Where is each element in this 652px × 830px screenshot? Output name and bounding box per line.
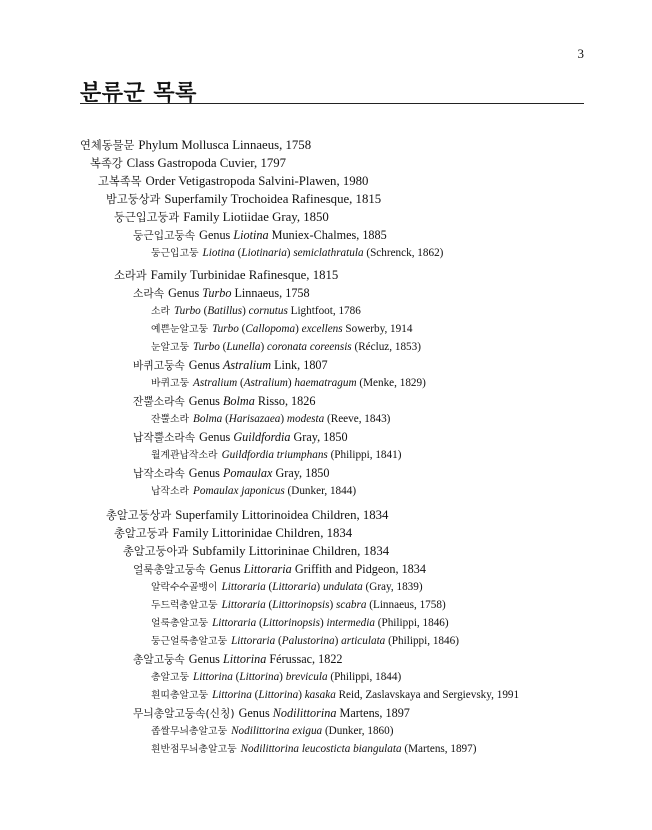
taxon-entry xyxy=(151,633,459,650)
taxon-text: Superfamily Trochoidea Rafinesque, 1815 xyxy=(164,192,382,206)
scientific-name-italic: Littorinopsis xyxy=(262,617,320,629)
taxon-entry xyxy=(133,429,348,446)
taxon-text: Superfamily Littorinoidea Children, 1834 xyxy=(175,508,389,522)
scientific-name-italic: intermedia xyxy=(326,617,375,629)
scientific-name-italic: Pomaulax xyxy=(222,466,273,480)
scientific-name-italic: scabra xyxy=(336,599,367,611)
scientific-name-italic: Lunella xyxy=(226,341,261,353)
taxon-text: (Martens, 1897) xyxy=(401,743,477,755)
taxon-text: (Schrenck, 1862) xyxy=(363,247,444,259)
scientific-name-italic: Littorina xyxy=(258,689,299,701)
korean-name: 납작뿔소라속 xyxy=(133,431,196,444)
taxon-text: Gray, 1850 xyxy=(290,430,348,444)
taxon-text: Family Liotiidae Gray, 1850 xyxy=(183,210,329,224)
taxon-text: (Gray, 1839) xyxy=(362,581,423,593)
taxon-text: ( xyxy=(222,413,229,425)
taxon-entry xyxy=(133,561,426,578)
korean-name: 잔뿔소라 xyxy=(151,414,190,425)
taxon-text: Genus xyxy=(199,430,234,444)
scientific-name-italic: Palustorina xyxy=(281,635,335,647)
scientific-name-italic: Bolma xyxy=(222,394,255,408)
korean-name: 납작소라 xyxy=(151,486,190,497)
scientific-name-italic: excellens xyxy=(301,323,343,335)
taxon-text: ) xyxy=(295,323,302,335)
scientific-name-italic: modesta xyxy=(286,413,325,425)
taxon-entry xyxy=(151,375,426,392)
scientific-name-italic: cornutus xyxy=(248,305,288,317)
scientific-name-italic: Guildfordia triumphans xyxy=(221,449,328,461)
korean-name: 연체동물문 xyxy=(80,139,135,152)
korean-name: 바퀴고둥 xyxy=(151,378,190,389)
scientific-name-italic: Littorinopsis xyxy=(272,599,330,611)
taxon-entry xyxy=(106,191,381,208)
scientific-name-italic: Astralium xyxy=(243,377,288,389)
scientific-name-italic: Littorina xyxy=(212,689,252,701)
taxon-text: Phylum Mollusca Linnaeus, 1758 xyxy=(138,138,312,152)
taxon-text: (Dunker, 1844) xyxy=(284,485,357,497)
taxon-text: ) xyxy=(279,671,286,683)
korean-name: 알락수수골뱅이 xyxy=(151,582,218,593)
taxon-entry xyxy=(123,543,389,560)
taxon-text: ( xyxy=(256,617,263,629)
scientific-name-italic: Batillus xyxy=(207,305,243,317)
taxon-text: Griffith and Pidgeon, 1834 xyxy=(291,562,426,576)
taxon-text: Sowerby, 1914 xyxy=(342,323,413,335)
taxon-entry xyxy=(151,411,390,428)
scientific-name-italic: Callopoma xyxy=(245,323,296,335)
taxon-entry xyxy=(133,393,315,410)
taxon-entry xyxy=(151,597,446,614)
korean-name: 좁쌀무늬총알고둥 xyxy=(151,726,228,737)
taxon-text: ) xyxy=(298,689,305,701)
korean-name: 총알고둥상과 xyxy=(106,509,172,522)
taxon-entry xyxy=(114,209,329,226)
taxon-text: (Dunker, 1860) xyxy=(322,725,394,737)
scientific-name-italic: Liotina xyxy=(202,247,235,259)
taxon-text: (Philippi, 1844) xyxy=(327,671,402,683)
taxon-text: Muniex-Chalmes, 1885 xyxy=(268,228,387,242)
scientific-name-italic: semiclathratula xyxy=(293,247,364,259)
taxon-entry xyxy=(151,741,476,758)
taxon-entry xyxy=(151,615,449,632)
taxon-text: Risso, 1826 xyxy=(254,394,316,408)
scientific-name-italic: Littoraria xyxy=(212,617,257,629)
scientific-name-italic: articulata xyxy=(341,635,386,647)
scientific-name-italic: Littorina xyxy=(193,671,233,683)
taxon-text: (Menke, 1829) xyxy=(356,377,426,389)
taxon-text: Class Gastropoda Cuvier, 1797 xyxy=(126,156,287,170)
scientific-name-italic: kasaka xyxy=(304,689,336,701)
taxon-text: ( xyxy=(232,671,240,683)
title-rule xyxy=(80,103,584,104)
korean-name: 총알고둥 xyxy=(151,672,190,683)
taxon-text: (Philippi, 1846) xyxy=(385,635,459,647)
scientific-name-italic: Harisazaea xyxy=(228,413,281,425)
taxon-text: ( xyxy=(200,305,208,317)
korean-name: 잔뿔소라속 xyxy=(133,395,185,408)
korean-name: 흰띠총알고둥 xyxy=(151,690,209,701)
taxon-text: ) xyxy=(260,341,268,353)
taxon-entry xyxy=(133,285,310,302)
taxon-entry xyxy=(151,303,361,320)
scientific-name-italic: Littoraria xyxy=(272,581,317,593)
korean-name: 월계관납작소라 xyxy=(151,450,218,461)
taxon-entry xyxy=(151,339,421,356)
korean-name: 납작소라속 xyxy=(133,467,185,480)
taxon-text: Subfamily Littorininae Children, 1834 xyxy=(192,544,390,558)
scientific-name-italic: Littoraria xyxy=(221,581,266,593)
taxon-text: Martens, 1897 xyxy=(336,706,410,720)
taxon-text: ( xyxy=(219,341,227,353)
taxon-entry xyxy=(151,723,393,740)
korean-name: 무늬총알고둥속(신칭) xyxy=(133,707,235,720)
taxon-text: ) xyxy=(280,413,287,425)
taxon-text: ( xyxy=(238,323,246,335)
scientific-name-italic: Nodilittorina exigua xyxy=(231,725,323,737)
scientific-name-italic: haematragum xyxy=(294,377,357,389)
taxon-text: Genus xyxy=(168,286,203,300)
scientific-name-italic: Littoraria xyxy=(243,562,292,576)
taxon-entry xyxy=(98,173,368,190)
korean-name: 총알고둥과 xyxy=(114,527,169,540)
korean-name: 소라과 xyxy=(114,269,147,282)
korean-name: 복족강 xyxy=(90,157,123,170)
scientific-name-italic: Nodilittorina xyxy=(272,706,337,720)
taxon-text: ( xyxy=(275,635,282,647)
korean-name: 소라 xyxy=(151,306,171,317)
korean-name: 둥근입고둥속 xyxy=(133,229,196,242)
korean-name: 둥근입고둥과 xyxy=(114,211,180,224)
scientific-name-italic: Littoraria xyxy=(231,635,276,647)
scientific-name-italic: Littorina xyxy=(222,652,267,666)
taxon-entry xyxy=(151,483,356,500)
taxon-text: Genus xyxy=(188,652,223,666)
korean-name: 얼룩총알고둥 xyxy=(151,618,209,629)
scientific-name-italic: Turbo xyxy=(202,286,232,300)
taxon-text: Genus xyxy=(188,358,223,372)
korean-name: 둥근입고둥 xyxy=(151,248,199,259)
taxon-text: Linnaeus, 1758 xyxy=(231,286,310,300)
scientific-name-italic: Turbo xyxy=(193,341,220,353)
scientific-name-italic: Turbo xyxy=(174,305,201,317)
scientific-name-italic: coronata coreensis xyxy=(267,341,352,353)
taxon-text: ) xyxy=(319,617,327,629)
taxon-text: Genus xyxy=(209,562,244,576)
scientific-name-italic: undulata xyxy=(322,581,363,593)
taxon-text: ( xyxy=(234,247,242,259)
scientific-name-italic: Liotina xyxy=(233,228,269,242)
korean-name: 총알고둥아과 xyxy=(123,545,189,558)
taxon-entry xyxy=(133,227,387,244)
scientific-name-italic: Astralium xyxy=(222,358,272,372)
taxon-entry xyxy=(133,357,328,374)
taxon-text: ) xyxy=(242,305,249,317)
scientific-name-italic: brevicula xyxy=(285,671,328,683)
taxon-text: Genus xyxy=(238,706,273,720)
taxon-entry xyxy=(151,687,519,704)
taxon-text: Genus xyxy=(188,466,223,480)
taxon-text: ) xyxy=(334,635,342,647)
taxon-text: Genus xyxy=(199,228,234,242)
taxon-text: Genus xyxy=(188,394,223,408)
scientific-name-italic: Nodilittorina leucosticta biangulata xyxy=(240,743,402,755)
page-number: 3 xyxy=(577,46,584,61)
scientific-name-italic: Astralium xyxy=(193,377,238,389)
page-title: 분류군 목록 xyxy=(80,81,197,106)
scientific-name-italic: Pomaulax japonicus xyxy=(193,485,285,497)
taxon-text: ( xyxy=(251,689,259,701)
taxon-entry xyxy=(114,525,352,542)
taxon-text: (Philippi, 1841) xyxy=(327,449,402,461)
taxon-entry xyxy=(133,651,343,668)
korean-name: 눈알고둥 xyxy=(151,342,190,353)
taxon-text: ( xyxy=(237,377,244,389)
taxon-text: Férussac, 1822 xyxy=(266,652,343,666)
taxon-entry xyxy=(151,245,443,262)
taxon-entry xyxy=(90,155,286,172)
korean-name: 예쁜눈알고둥 xyxy=(151,324,209,335)
taxon-entry xyxy=(114,267,338,284)
taxon-text: Family Turbinidae Rafinesque, 1815 xyxy=(150,268,339,282)
korean-name: 밤고둥상과 xyxy=(106,193,161,206)
korean-name: 소라속 xyxy=(133,287,165,300)
korean-name: 고복족목 xyxy=(98,175,142,188)
taxon-entry xyxy=(106,507,388,524)
taxon-text: (Philippi, 1846) xyxy=(374,617,449,629)
taxon-text: ) xyxy=(316,581,323,593)
scientific-name-italic: Littorina xyxy=(239,671,280,683)
taxon-text: ) xyxy=(286,247,294,259)
taxon-text: ( xyxy=(265,581,273,593)
scientific-name-italic: Liotinaria xyxy=(241,247,287,259)
korean-name: 흰반점무늬총알고둥 xyxy=(151,744,237,755)
korean-name: 총알고둥속 xyxy=(133,653,185,666)
taxon-text: Gray, 1850 xyxy=(272,466,330,480)
taxon-entry xyxy=(80,137,311,154)
korean-name: 얼룩총알고둥속 xyxy=(133,563,206,576)
taxon-text: ) xyxy=(287,377,295,389)
korean-name: 둥근얼룩총알고둥 xyxy=(151,636,228,647)
scientific-name-italic: Bolma xyxy=(193,413,223,425)
taxon-entry xyxy=(151,447,401,464)
taxon-text: ( xyxy=(265,599,273,611)
scientific-name-italic: Guildfordia xyxy=(233,430,291,444)
taxon-entry xyxy=(133,465,330,482)
taxon-text: Lightfoot, 1786 xyxy=(287,305,361,317)
taxon-text: Order Vetigastropoda Salvini-Plawen, 1980 xyxy=(145,174,369,188)
taxon-text: (Récluz, 1853) xyxy=(351,341,421,353)
taxon-text: ) xyxy=(329,599,336,611)
taxon-entry xyxy=(151,321,412,338)
taxon-text: Link, 1807 xyxy=(271,358,328,372)
taxon-entry xyxy=(133,705,410,722)
scientific-name-italic: Littoraria xyxy=(221,599,266,611)
taxon-text: Reid, Zaslavskaya and Sergievsky, 1991 xyxy=(335,689,520,701)
taxon-entry xyxy=(151,669,401,686)
taxon-text: (Reeve, 1843) xyxy=(324,413,391,425)
korean-name: 바퀴고둥속 xyxy=(133,359,185,372)
taxon-text: (Linnaeus, 1758) xyxy=(366,599,446,611)
scientific-name-italic: Turbo xyxy=(212,323,239,335)
taxon-entry xyxy=(151,579,423,596)
taxon-text: Family Littorinidae Children, 1834 xyxy=(172,526,353,540)
korean-name: 두드럭총알고둥 xyxy=(151,600,218,611)
